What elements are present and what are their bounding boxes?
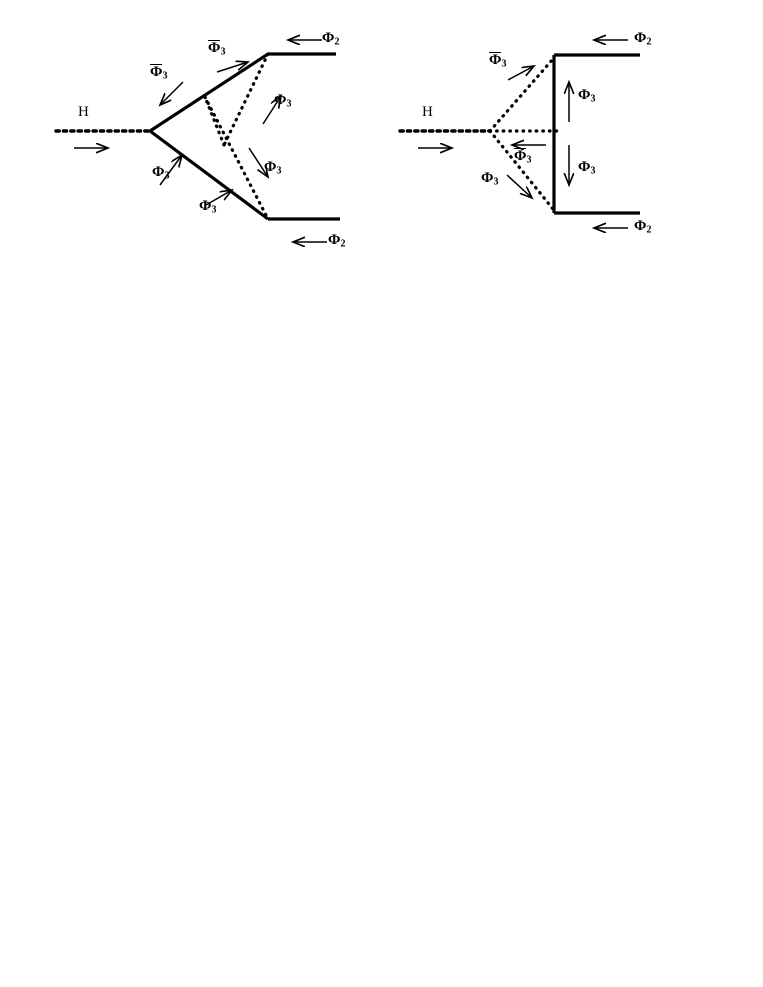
right-phi3bar-horizontal-symbol: Φ bbox=[514, 148, 527, 164]
left-phi3-mid-down-label bbox=[264, 160, 281, 177]
right-lower-phi2-label bbox=[634, 219, 651, 236]
left-phi3bar-inner-symbol: Φ bbox=[208, 40, 221, 56]
right-feynman-diagram bbox=[400, 40, 640, 228]
left-lower-phi2-symbol: Φ bbox=[328, 232, 341, 248]
left-phi3-lower-symbol: Φ bbox=[199, 198, 212, 214]
right-phi3-down-symbol: Φ bbox=[578, 159, 591, 175]
right-dotted-lower-leg bbox=[490, 131, 553, 209]
right-phi3-lower-label bbox=[481, 171, 498, 188]
right-phi3bar-upper-arrow bbox=[508, 66, 534, 80]
left-upper-phi2-sub: 2 bbox=[334, 36, 340, 48]
right-phi3bar-upper-sub: 3 bbox=[501, 58, 507, 70]
right-phi3-up-sub: 3 bbox=[590, 93, 596, 105]
left-lower-phi2-sub: 2 bbox=[340, 238, 346, 250]
left-phi3bar-upper-arrow bbox=[160, 82, 183, 105]
right-lower-phi2-sub: 2 bbox=[646, 224, 652, 236]
left-phi3-mid-up-sub: 3 bbox=[286, 98, 292, 110]
left-phi3-mid-up-label bbox=[274, 93, 291, 110]
left-phi3-lower-sub: 3 bbox=[211, 204, 217, 216]
right-dotted-upper-leg bbox=[490, 59, 553, 131]
left-phi3bar-upper-label bbox=[150, 64, 167, 82]
right-phi3bar-upper-symbol: Φ bbox=[489, 52, 502, 68]
left-phi3-vertex-sub: 3 bbox=[164, 170, 170, 182]
left-phi3bar-upper-sub: 3 bbox=[162, 70, 168, 82]
left-phi3bar-upper-symbol: Φ bbox=[150, 64, 163, 80]
right-phi3bar-horizontal-sub: 3 bbox=[526, 154, 532, 166]
left-upper-phi2-symbol: Φ bbox=[322, 30, 335, 46]
left-higgs-label: H bbox=[78, 104, 89, 120]
left-phi3-lower-label bbox=[199, 199, 216, 216]
left-feynman-diagram bbox=[56, 40, 340, 242]
left-phi3bar-inner-sub: 3 bbox=[220, 46, 226, 58]
right-phi3bar-horizontal-label bbox=[514, 148, 531, 166]
left-phi3-mid-down-sub: 3 bbox=[276, 165, 282, 177]
left-phi3-mid-down-symbol: Φ bbox=[264, 159, 277, 175]
left-upper-phi2-label bbox=[322, 31, 339, 48]
left-phi3-vertex-symbol: Φ bbox=[152, 164, 165, 180]
left-phi3-vertex-label bbox=[152, 165, 169, 182]
left-phi3bar-inner-label bbox=[208, 40, 225, 58]
right-phi3bar-upper-label bbox=[489, 52, 506, 70]
left-lower-phi2-label bbox=[328, 233, 345, 250]
right-higgs-label: H bbox=[422, 104, 433, 120]
right-phi3-down-label bbox=[578, 160, 595, 177]
right-lower-phi2-symbol: Φ bbox=[634, 218, 647, 234]
right-phi3-up-symbol: Φ bbox=[578, 87, 591, 103]
right-upper-phi2-sub: 2 bbox=[646, 36, 652, 48]
left-upper-solid-leg bbox=[150, 54, 268, 131]
left-phi3-mid-up-symbol: Φ bbox=[274, 92, 287, 108]
right-phi3-lower-symbol: Φ bbox=[481, 170, 494, 186]
right-phi3-lower-sub: 3 bbox=[493, 176, 499, 188]
right-phi3-down-sub: 3 bbox=[590, 165, 596, 177]
right-upper-phi2-label bbox=[634, 31, 651, 48]
right-phi3-up-label bbox=[578, 88, 595, 105]
right-upper-phi2-symbol: Φ bbox=[634, 30, 647, 46]
